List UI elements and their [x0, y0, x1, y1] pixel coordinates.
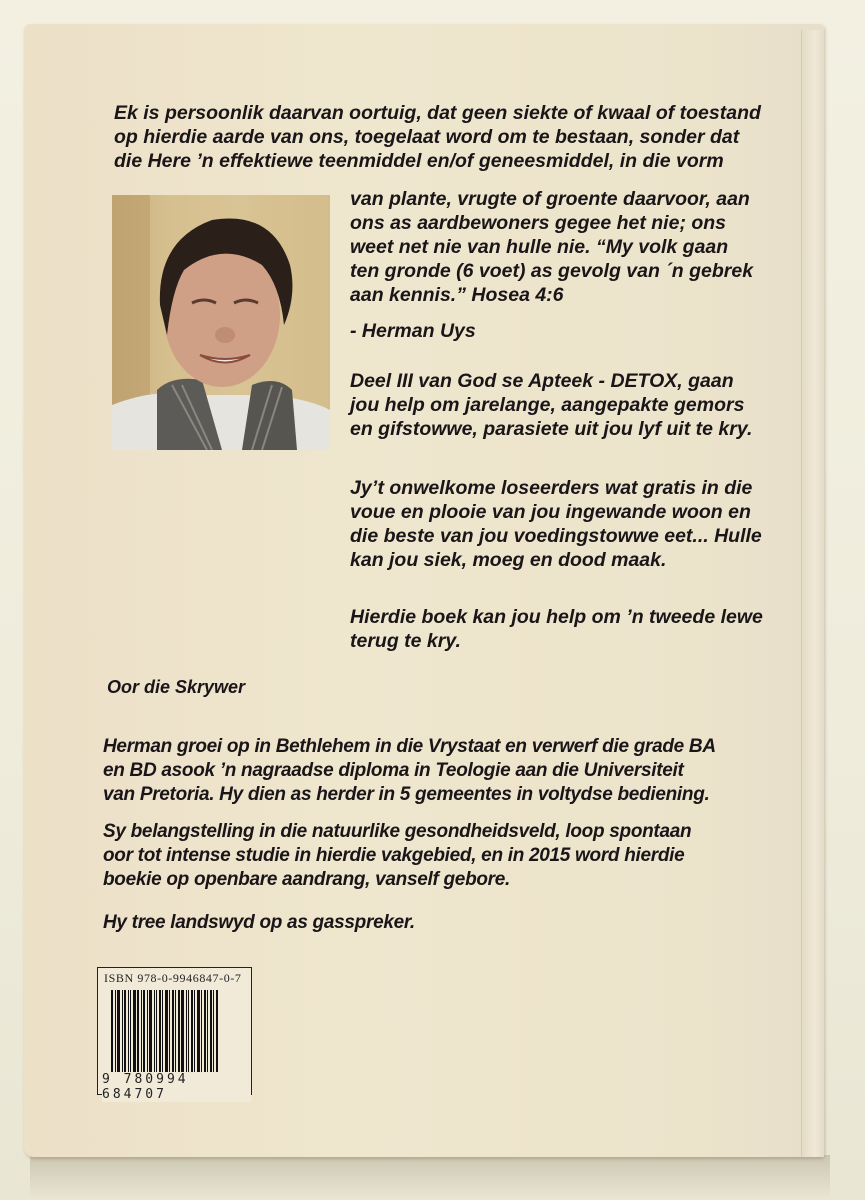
isbn-barcode-box: [97, 967, 252, 1102]
intro-paragraph: [114, 101, 761, 173]
text-line: Jy’t onwelkome loseerders wat gratis in die: [350, 477, 753, 499]
text-line: jou help om jarelange, aangepakte gemors: [350, 394, 745, 416]
author-bio-paragraph: [103, 735, 716, 807]
text-line: oor tot intense studie in hierdie vakgebied, en in 2015 word hierdie: [103, 845, 685, 866]
book-shadow: [30, 1155, 830, 1200]
text-line: en BD asook ’n nagraadse diploma in Teologie aan die Universiteit: [103, 760, 684, 781]
detox-paragraph: [350, 369, 752, 441]
text-line: van plante, vrugte of groente daarvoor, aan: [350, 188, 750, 210]
text-line: Sy belangstelling in die natuurlike gesondheidsveld, loop spontaan: [103, 821, 692, 842]
text-line: kan jou siek, moeg en dood maak.: [350, 549, 667, 571]
text-line: en gifstowwe, parasiete uit jou lyf uit te kry.: [350, 418, 753, 440]
text-line: die beste van jou voedingstowwe eet... Hulle: [350, 525, 762, 547]
signature: - Herman Uys: [350, 320, 476, 342]
text-line: Deel III van God se Apteek - DETOX, gaan: [350, 370, 734, 392]
author-interest-paragraph: [103, 820, 691, 892]
text-line: aan kennis.” Hosea 4:6: [350, 284, 564, 306]
barcode-icon: [111, 990, 239, 1076]
author-photo: [112, 195, 330, 450]
text-line: weet net nie van hulle nie. “My volk gaan: [350, 236, 729, 258]
book-help-paragraph: [350, 605, 763, 653]
text-line: Ek is persoonlik daarvan oortuig, dat geen siekte of kwaal of toestand: [114, 102, 761, 124]
author-portrait-icon: [112, 195, 330, 450]
text-line: Herman groei op in Bethlehem in die Vrystaat en verwerf die grade BA: [103, 736, 716, 757]
text-line: van Pretoria. Hy dien as herder in 5 gemeentes in voltydse bediening.: [103, 784, 710, 805]
about-author-heading: Oor die Skrywer: [107, 677, 246, 697]
text-line: op hierdie aarde van ons, toegelaat word om te bestaan, sonder dat: [114, 126, 740, 148]
text-line: boekie op openbare aandrang, vanself gebore.: [103, 869, 511, 890]
text-line: die Here ’n effektiewe teenmiddel en/of geneesmiddel, in die vorm: [114, 150, 724, 172]
speaker-line: Hy tree landswyd op as gasspreker.: [103, 912, 415, 933]
isbn-label: ISBN 978-0-9946847-0-7: [104, 971, 242, 985]
quote-paragraph: [350, 187, 753, 307]
text-line: voue en plooie van jou ingewande woon en: [350, 501, 751, 523]
loseerders-paragraph: [350, 476, 762, 572]
text-line: ons as aardbewoners gegee het nie; ons: [350, 212, 727, 234]
text-line: Hierdie boek kan jou help om ’n tweede lewe: [350, 606, 763, 628]
text-line: terug te kry.: [350, 630, 461, 652]
text-line: ten gronde (6 voet) as gevolg van ´n gebrek: [350, 260, 754, 282]
barcode-digits: 9 780994 684707: [102, 1072, 251, 1102]
